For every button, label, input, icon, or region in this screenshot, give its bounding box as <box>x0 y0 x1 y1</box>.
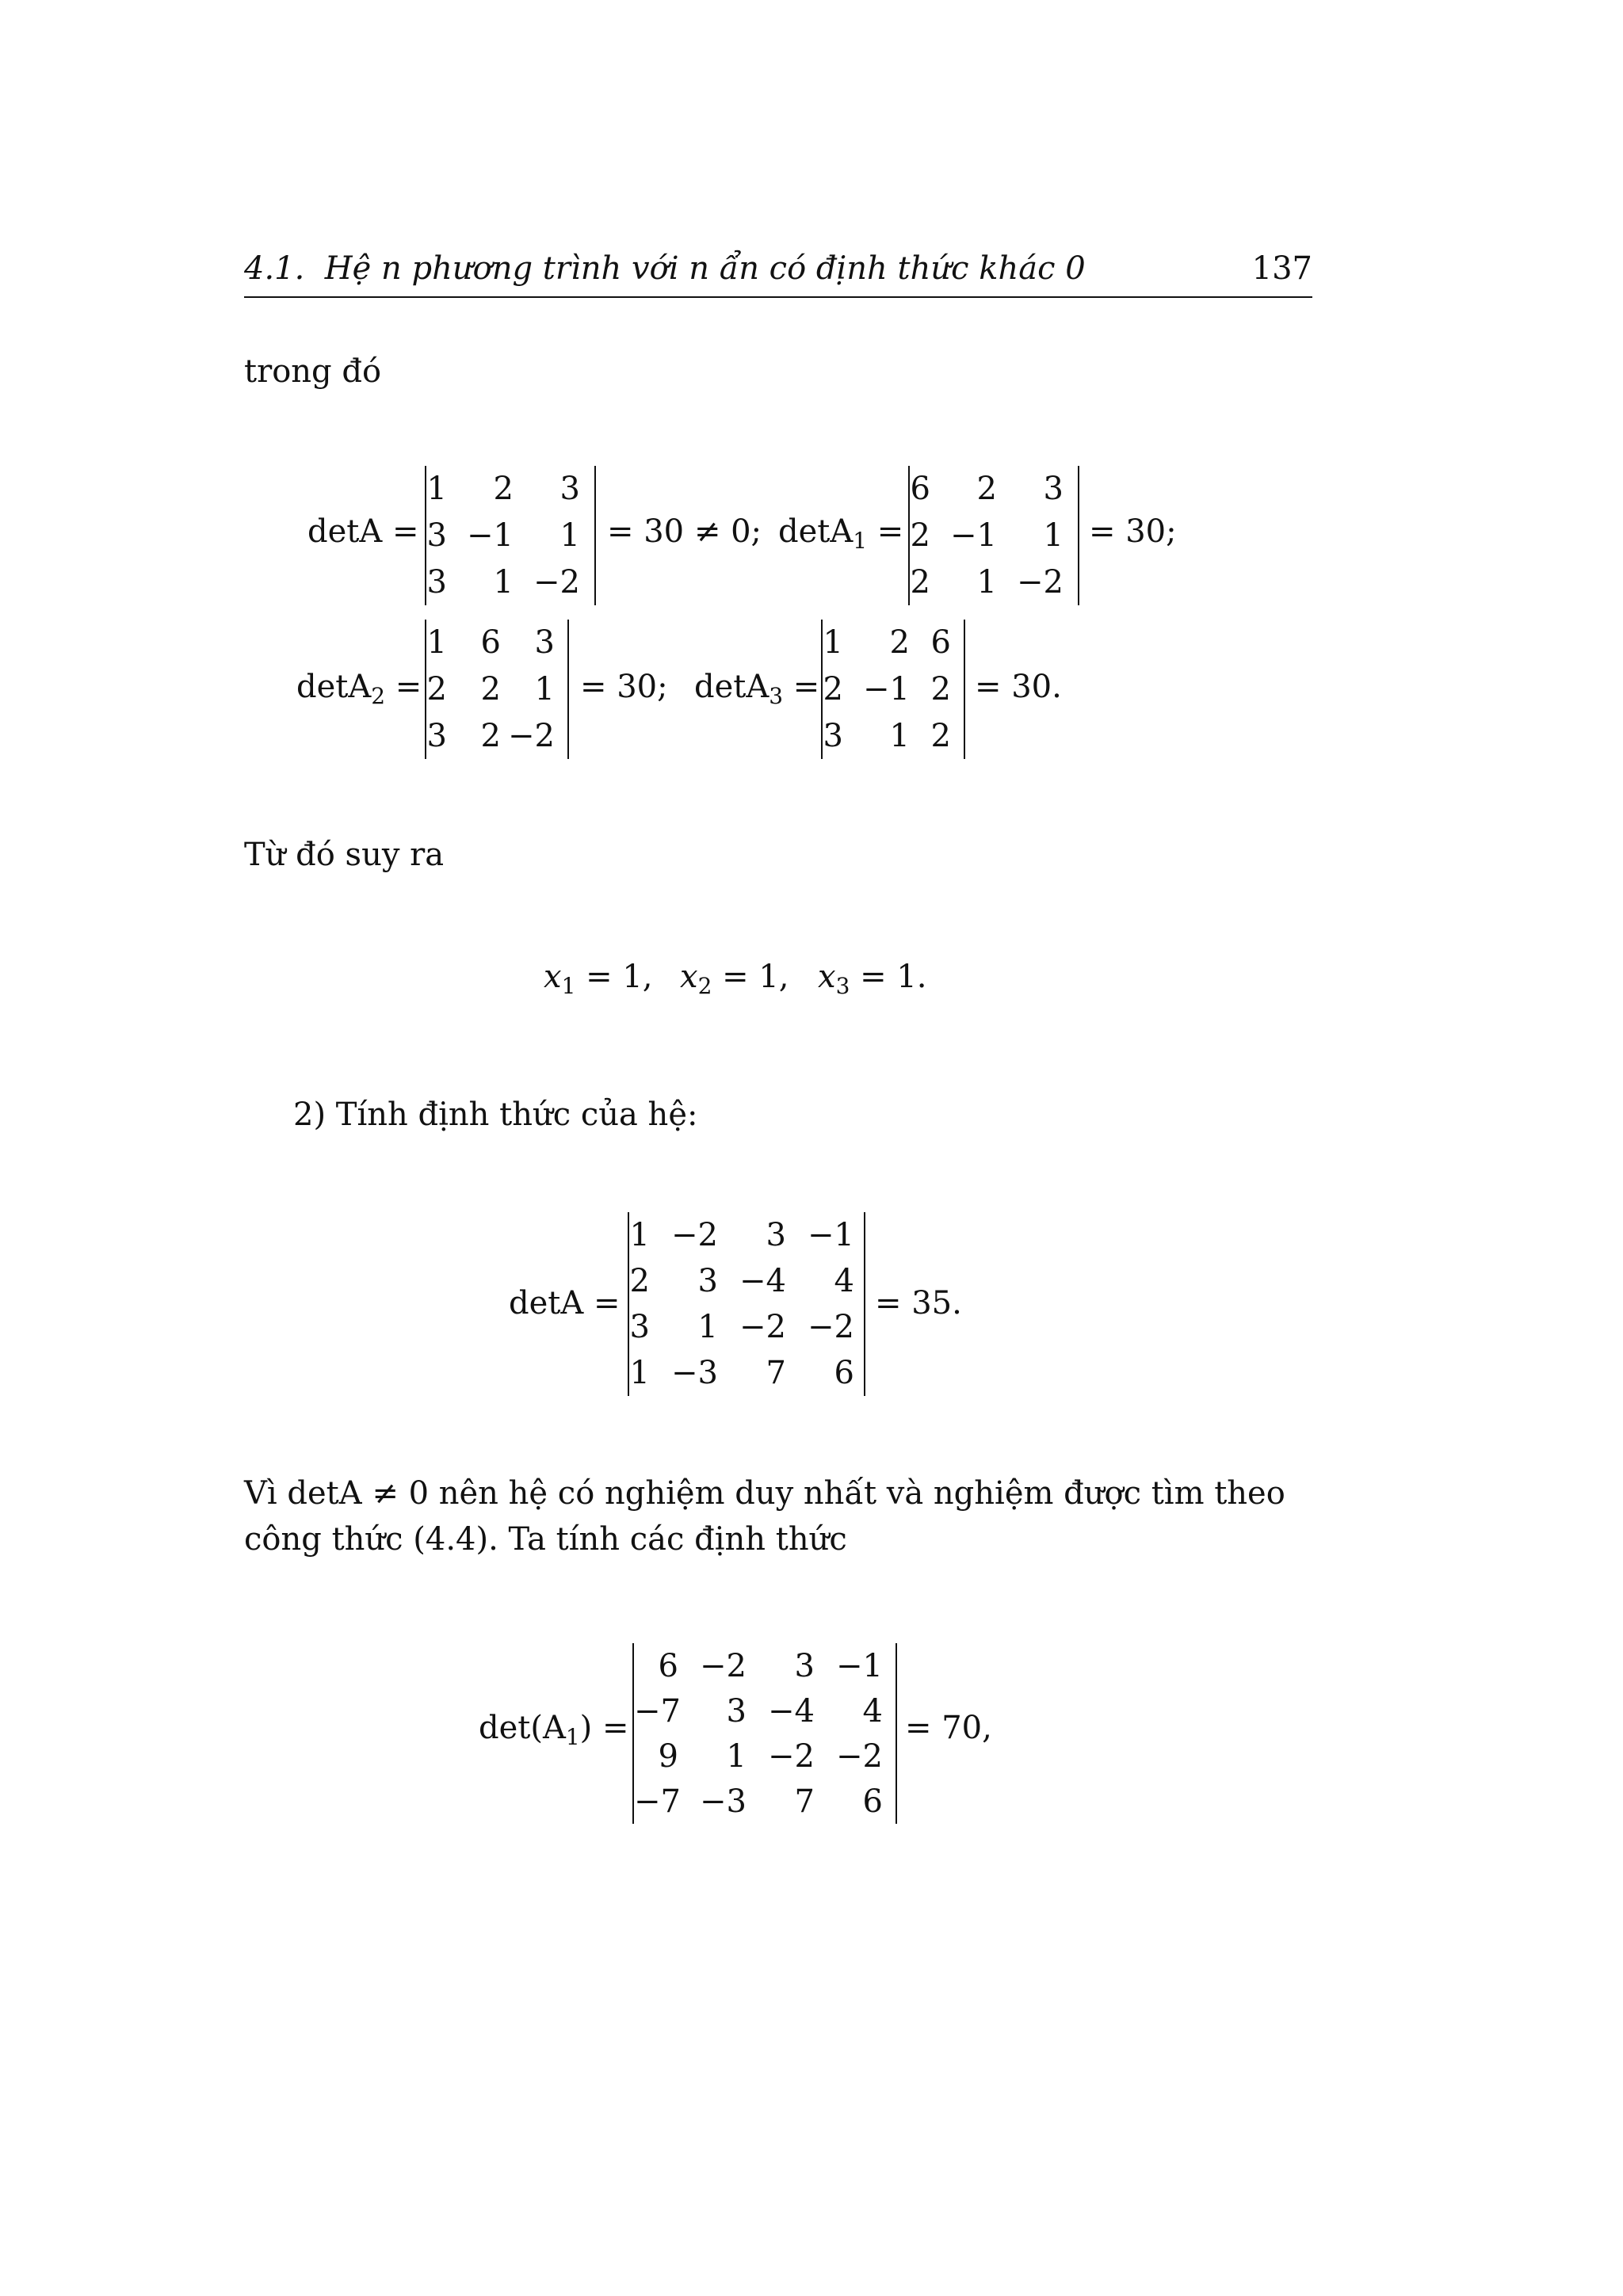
matrix-cell: 6 <box>910 471 930 508</box>
label-detA1-eq: = <box>867 513 904 550</box>
matrix-cell: 2 <box>910 517 930 554</box>
section-title <box>244 250 1086 287</box>
section-title-text: Hệ n phương trình với n ẩn có định thức khác 0 <box>324 250 1086 287</box>
label-detA3 <box>694 669 819 709</box>
matrix-cell: −2 <box>739 1309 786 1345</box>
matrix-cell: −2 <box>1017 563 1064 601</box>
matrix-cell: 3 <box>534 624 555 662</box>
matrix-cell: 2 <box>493 471 514 508</box>
var-x3-sub: 3 <box>835 973 850 999</box>
matrix-cell: 3 <box>559 471 580 508</box>
matrix-cell: 2 <box>426 670 447 707</box>
matrix-cell: 3 <box>726 1692 747 1730</box>
label-detA3-eq: = <box>783 669 820 705</box>
label-detA2-eq: = <box>385 669 422 705</box>
matrix-cell: 6 <box>862 1783 883 1820</box>
matrix-A <box>425 466 596 605</box>
matrix-cell: 3 <box>766 1217 786 1253</box>
label-detA2-text: detA <box>296 669 372 705</box>
matrix-A-4x4 <box>628 1212 865 1396</box>
matrix-cell: 7 <box>794 1783 815 1820</box>
result-detA2: = 30; <box>580 669 668 705</box>
matrix-cell: −1 <box>863 670 910 707</box>
result-detA-4x4: = 35. <box>875 1285 962 1322</box>
label-detA2 <box>296 669 422 709</box>
label-det-A1-sub: 1 <box>565 1724 580 1750</box>
matrix-cell: 1 <box>493 563 514 601</box>
matrix-cell: 1 <box>889 717 910 754</box>
label-detA-4x4: detA = <box>509 1285 621 1322</box>
matrix-cell: 1 <box>559 517 580 554</box>
var-x2-sub: 2 <box>697 973 712 999</box>
label-detA-3x3: detA = <box>307 513 419 550</box>
matrix-cell: −1 <box>808 1217 854 1253</box>
matrix-cell: −4 <box>768 1692 815 1730</box>
matrix-cell: 6 <box>658 1647 678 1684</box>
solution-x1 <box>544 959 653 999</box>
matrix-cell: 3 <box>697 1263 718 1299</box>
matrix-cell: 9 <box>658 1737 678 1775</box>
text-trong-do: trong đó <box>244 353 382 390</box>
matrix-cell: −4 <box>739 1263 786 1299</box>
text-paragraph-line-1: Vì detA ≠ 0 nên hệ có nghiệm duy nhất và nghiệm được tìm theo <box>244 1475 1285 1512</box>
matrix-cell: 1 <box>1043 517 1064 554</box>
text-paragraph-line-2: công thức (4.4). Ta tính các định thức <box>244 1521 847 1558</box>
var-x2: x <box>680 959 698 995</box>
var-x1-sub: 1 <box>561 973 576 999</box>
matrix-cell: −2 <box>700 1647 747 1684</box>
matrix-cell: −7 <box>634 1692 681 1730</box>
result-det-A1-4x4: = 70, <box>905 1710 992 1746</box>
var-x3: x <box>818 959 836 995</box>
matrix-cell: 1 <box>426 471 447 508</box>
matrix-cell: 1 <box>426 624 447 662</box>
matrix-cell: 3 <box>1043 471 1064 508</box>
matrix-cell: 1 <box>697 1309 718 1345</box>
matrix-cell: −2 <box>671 1217 718 1253</box>
matrix-cell: −1 <box>836 1647 883 1684</box>
label-detA3-sub: 3 <box>769 683 784 709</box>
text-step-2: 2) Tính định thức của hệ: <box>293 1097 698 1133</box>
matrix-cell: 1 <box>823 624 843 662</box>
matrix-cell: 4 <box>834 1263 854 1299</box>
matrix-cell: −2 <box>533 563 580 601</box>
matrix-cell: −2 <box>808 1309 854 1345</box>
matrix-cell: 4 <box>862 1692 883 1730</box>
section-number: 4.1. <box>244 250 305 287</box>
matrix-cell: 2 <box>480 717 501 754</box>
matrix-cell: 3 <box>426 717 447 754</box>
label-detA1-text: detA <box>778 513 854 550</box>
matrix-A3 <box>821 620 965 759</box>
matrix-cell: 3 <box>794 1647 815 1684</box>
matrix-cell: −7 <box>634 1783 681 1820</box>
matrix-cell: −3 <box>700 1783 747 1820</box>
val-x3: = 1. <box>850 959 927 995</box>
matrix-cell: 6 <box>930 624 951 662</box>
matrix-cell: −1 <box>950 517 997 554</box>
matrix-cell: 3 <box>426 517 447 554</box>
matrix-cell: 2 <box>930 717 951 754</box>
matrix-cell: 6 <box>480 624 501 662</box>
matrix-cell: 6 <box>834 1355 854 1391</box>
matrix-cell: 2 <box>976 471 997 508</box>
matrix-cell: 1 <box>629 1355 650 1391</box>
label-det-A1-text: det(A <box>479 1710 566 1746</box>
matrix-cell: 3 <box>426 563 447 601</box>
label-detA1 <box>778 513 903 554</box>
matrix-cell: 3 <box>629 1309 650 1345</box>
matrix-cell: 2 <box>823 670 843 707</box>
result-detA3: = 30. <box>975 669 1062 705</box>
matrix-cell: −2 <box>768 1737 815 1775</box>
val-x1: = 1, <box>575 959 653 995</box>
matrix-cell: 2 <box>480 670 501 707</box>
matrix-cell: 7 <box>766 1355 786 1391</box>
matrix-A1 <box>908 466 1079 605</box>
label-detA1-sub: 1 <box>853 528 868 554</box>
result-detA1: = 30; <box>1089 513 1177 550</box>
matrix-cell: 2 <box>629 1263 650 1299</box>
page-number: 137 <box>1251 250 1312 287</box>
matrix-A1-4x4 <box>632 1643 897 1824</box>
matrix-cell: 2 <box>889 624 910 662</box>
matrix-cell: 1 <box>629 1217 650 1253</box>
var-x1: x <box>544 959 562 995</box>
label-detA3-text: detA <box>694 669 769 705</box>
solution-x3 <box>818 959 927 999</box>
matrix-cell: 2 <box>910 563 930 601</box>
matrix-A2 <box>425 620 569 759</box>
solution-x2 <box>680 959 789 999</box>
matrix-cell: −3 <box>671 1355 718 1391</box>
matrix-cell: −2 <box>508 717 555 754</box>
matrix-cell: 1 <box>976 563 997 601</box>
matrix-cell: 2 <box>930 670 951 707</box>
text-tu-do: Từ đó suy ra <box>244 837 445 873</box>
matrix-cell: 1 <box>726 1737 747 1775</box>
matrix-cell: −2 <box>836 1737 883 1775</box>
matrix-cell: 1 <box>534 670 555 707</box>
matrix-cell: 3 <box>823 717 843 754</box>
matrix-cell: −1 <box>467 517 514 554</box>
label-det-A1-eq: ) = <box>579 1710 629 1746</box>
label-det-A1-4x4 <box>479 1710 629 1750</box>
result-detA-3x3: = 30 ≠ 0; <box>607 513 762 550</box>
running-header <box>244 250 1312 298</box>
val-x2: = 1, <box>712 959 789 995</box>
label-detA2-sub: 2 <box>371 683 386 709</box>
